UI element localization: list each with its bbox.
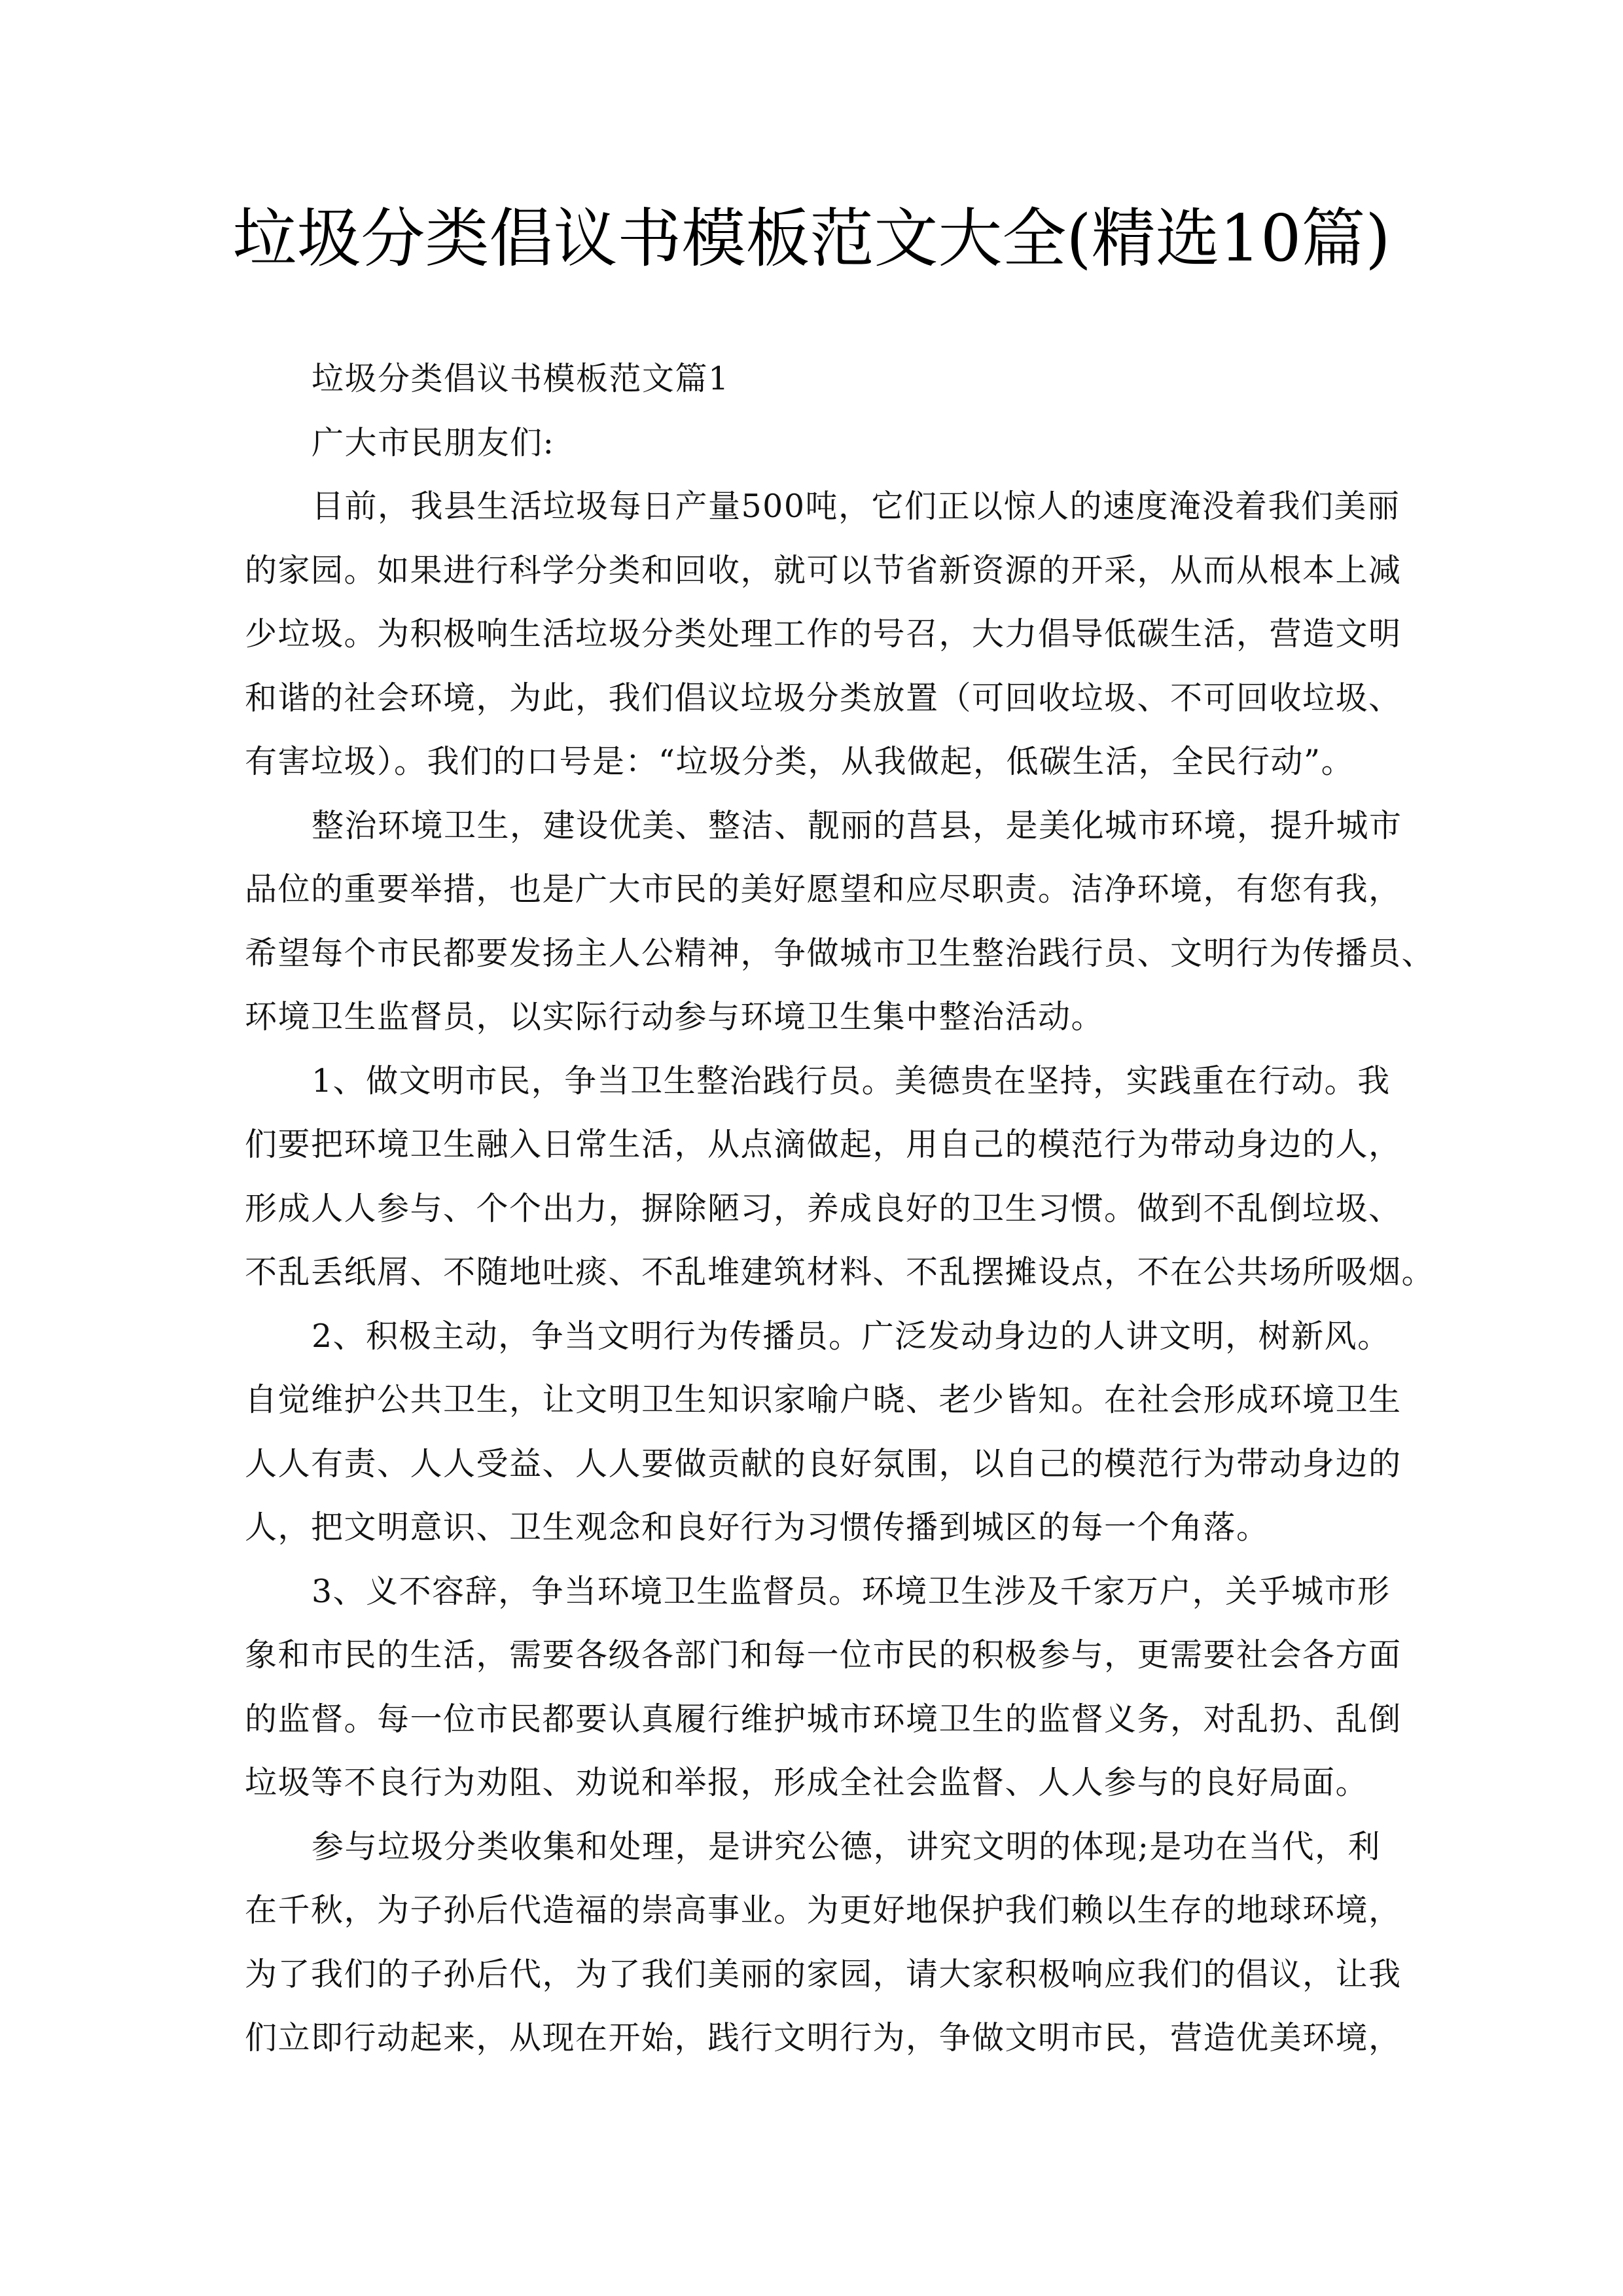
paragraph-line: 少垃圾。为积极响生活垃圾分类处理工作的号召，大力倡导低碳生活，营造文明 bbox=[245, 615, 1402, 653]
paragraph-line: 的家园。如果进行科学分类和回收，就可以节省新资源的开采，从而从根本上减 bbox=[245, 551, 1402, 589]
paragraph-line: 为了我们的子孙后代，为了我们美丽的家园，请大家积极响应我们的倡议，让我 bbox=[245, 1955, 1402, 1993]
paragraph-line: 在千秋，为子孙后代造福的崇高事业。为更好地保护我们赖以生存的地球环境， bbox=[245, 1892, 1402, 1929]
paragraph-line: 整治环境卫生，建设优美、整洁、靓丽的莒县，是美化城市环境，提升城市 bbox=[312, 806, 1402, 844]
paragraph-line: 垃圾等不良行为劝阻、劝说和举报，形成全社会监督、人人参与的良好局面。 bbox=[245, 1764, 1369, 1801]
paragraph-4 bbox=[245, 1304, 1410, 1560]
paragraph-line: 自觉维护公共卫生，让文明卫生知识家喻户晓、老少皆知。在社会形成环境卫生 bbox=[245, 1381, 1402, 1418]
paragraph-5 bbox=[245, 1560, 1410, 1815]
paragraph-line: 1、做文明市民，争当卫生整治践行员。美德贵在坚持，实践重在行动。我 bbox=[312, 1062, 1391, 1100]
paragraph-line: 不乱丢纸屑、不随地吐痰、不乱堆建筑材料、不乱摆摊设点，不在公共场所吸烟。 bbox=[245, 1253, 1435, 1291]
paragraph-3 bbox=[245, 1049, 1435, 1304]
paragraph-line: 们立即行动起来，从现在开始，践行文明行为，争做文明市民，营造优美环境， bbox=[245, 2019, 1402, 2056]
document-title: 垃圾分类倡议书模板范文大全(精选10篇) bbox=[232, 202, 1391, 276]
paragraph-line: 目前，我县生活垃圾每日产量500吨，它们正以惊人的速度淹没着我们美丽 bbox=[312, 488, 1400, 525]
document-body bbox=[245, 347, 1435, 2070]
paragraph-line: 品位的重要举措，也是广大市民的美好愿望和应尽职责。洁净环境，有您有我， bbox=[245, 870, 1402, 908]
paragraph-line: 们要把环境卫生融入日常生活，从点滴做起，用自己的模范行为带动身边的人， bbox=[245, 1126, 1402, 1163]
paragraph-line: 2、积极主动，争当文明行为传播员。广泛发动身边的人讲文明，树新风。 bbox=[312, 1317, 1391, 1355]
paragraph-line: 和谐的社会环境，为此，我们倡议垃圾分类放置（可回收垃圾、不可回收垃圾、 bbox=[245, 679, 1402, 717]
paragraph-line: 参与垃圾分类收集和处理，是讲究公德，讲究文明的体现;是功在当代，利 bbox=[312, 1827, 1382, 1865]
salutation: 广大市民朋友们: bbox=[312, 423, 555, 461]
paragraph-line: 环境卫生监督员，以实际行动参与环境卫生集中整治活动。 bbox=[245, 998, 1105, 1035]
paragraph-line: 的监督。每一位市民都要认真履行维护城市环境卫生的监督义务，对乱扔、乱倒 bbox=[245, 1700, 1402, 1738]
paragraph-line: 希望每个市民都要发扬主人公精神，争做城市卫生整治践行员、文明行为传播员、 bbox=[245, 934, 1435, 972]
paragraph-line: 人，把文明意识、卫生观念和良好行为习惯传播到城区的每一个角落。 bbox=[245, 1509, 1270, 1546]
paragraph-line: 人人有责、人人受益、人人要做贡献的良好氛围，以自己的模范行为带动身边的 bbox=[245, 1444, 1402, 1482]
paragraph-6 bbox=[245, 1815, 1410, 2070]
section-heading: 垃圾分类倡议书模板范文篇1 bbox=[312, 360, 730, 397]
paragraph-1 bbox=[245, 475, 1410, 794]
paragraph-line: 3、义不容辞，争当环境卫生监督员。环境卫生涉及千家万户，关乎城市形 bbox=[312, 1572, 1391, 1610]
paragraph-line: 形成人人参与、个个出力，摒除陋习，养成良好的卫生习惯。做到不乱倒垃圾、 bbox=[245, 1189, 1402, 1227]
paragraph-2 bbox=[245, 794, 1435, 1049]
paragraph-line: 象和市民的生活，需要各级各部门和每一位市民的积极参与，更需要社会各方面 bbox=[245, 1636, 1402, 1674]
paragraph-line: 有害垃圾）。我们的口号是：“垃圾分类，从我做起，低碳生活，全民行动”。 bbox=[245, 743, 1355, 780]
